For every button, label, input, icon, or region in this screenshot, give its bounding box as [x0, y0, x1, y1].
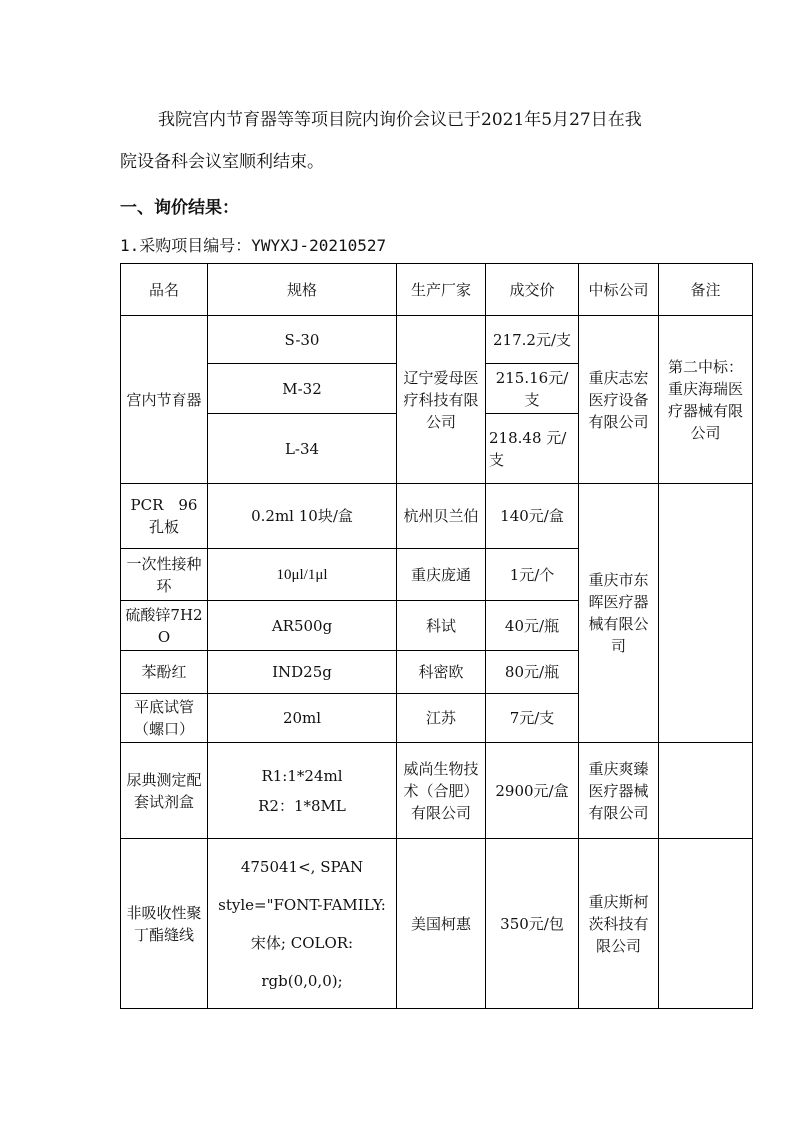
header-maker: 生产厂家: [397, 264, 486, 316]
cell-spec: [208, 743, 397, 839]
cell-product-name: 一次性接种环: [121, 549, 208, 601]
cell-spec: 10μl/1μl: [208, 549, 397, 601]
intro-line-2: 院设备科会议室顺利结束。: [120, 152, 324, 172]
cell-spec: AR500g: [208, 601, 397, 651]
cell-note: 第二中标：重庆海瑞医疗器械有限公司: [659, 316, 753, 484]
inquiry-result-table: [120, 263, 753, 1009]
cell-maker: 科试: [397, 601, 486, 651]
cell-product-name: 非吸收性聚丁酯缝线: [121, 839, 208, 1009]
cell-spec: L-34: [208, 414, 397, 484]
cell-spec: 20ml: [208, 694, 397, 743]
cell-winner: 重庆斯柯茨科技有限公司: [579, 839, 659, 1009]
spec-line: rgb(0,0,0);: [261, 971, 343, 990]
section-heading: 一、询价结果：: [120, 198, 239, 218]
cell-note-empty: [659, 839, 753, 1009]
cell-price: 80元/瓶: [486, 651, 579, 694]
spec-line: R1:1*24ml: [261, 766, 343, 785]
header-note: 备注: [659, 264, 753, 316]
cell-price: 7元/支: [486, 694, 579, 743]
cell-price: 217.2元/支: [486, 316, 579, 364]
spec-line: 475041<, SPAN: [240, 857, 364, 876]
cell-price: 40元/瓶: [486, 601, 579, 651]
cell-spec: [208, 839, 397, 1009]
spec-line: R2：1*8ML: [258, 796, 346, 815]
header-winner: 中标公司: [579, 264, 659, 316]
cell-note-empty: [659, 484, 753, 743]
cell-maker: 美国柯惠: [397, 839, 486, 1009]
table-row: [121, 484, 753, 549]
cell-product-name: 尿典测定配套试剂盒: [121, 743, 208, 839]
cell-winner: 重庆志宏医疗设备有限公司: [579, 316, 659, 484]
cell-price: 2900元/盒: [486, 743, 579, 839]
header-name: 品名: [121, 264, 208, 316]
spec-line: 宋体; COLOR:: [250, 933, 354, 952]
cell-maker: 辽宁爱母医疗科技有限公司: [397, 316, 486, 484]
cell-price: 215.16元/支: [486, 364, 579, 414]
table-header-row: [121, 264, 753, 316]
cell-winner: 重庆爽臻医疗器械有限公司: [579, 743, 659, 839]
spec-line: style="FONT-FAMILY:: [218, 895, 386, 914]
header-price: 成交价: [486, 264, 579, 316]
table-row: [121, 743, 753, 839]
cell-price: 140元/盒: [486, 484, 579, 549]
cell-product-name: 苯酚红: [121, 651, 208, 694]
header-spec: 规格: [208, 264, 397, 316]
cell-spec: M-32: [208, 364, 397, 414]
table-row: [121, 839, 753, 1009]
cell-price: 350元/包: [486, 839, 579, 1009]
table-row: [121, 316, 753, 364]
cell-product-name: 平底试管（螺口）: [121, 694, 208, 743]
cell-spec: IND25g: [208, 651, 397, 694]
cell-product-name: 硫酸锌7H2O: [121, 601, 208, 651]
cell-product-name: 宫内节育器: [121, 316, 208, 484]
cell-spec: S-30: [208, 316, 397, 364]
cell-price: 1元/个: [486, 549, 579, 601]
cell-maker: 重庆庞通: [397, 549, 486, 601]
intro-line-1: 我院宫内节育器等等项目院内询价会议已于2021年5月27日在我: [158, 110, 642, 130]
cell-maker: 江苏: [397, 694, 486, 743]
cell-winner: 重庆市东晖医疗器械有限公司: [579, 484, 659, 743]
cell-spec: 0.2ml 10块/盒: [208, 484, 397, 549]
cell-note-empty: [659, 743, 753, 839]
cell-maker: 威尚生物技术（合肥）有限公司: [397, 743, 486, 839]
cell-price: 218.48 元/支: [486, 414, 579, 484]
project-number: 1.采购项目编号：YWYXJ-20210527: [120, 236, 387, 255]
cell-maker: 杭州贝兰伯: [397, 484, 486, 549]
cell-product-name: PCR 96 孔板: [121, 484, 208, 549]
cell-maker: 科密欧: [397, 651, 486, 694]
